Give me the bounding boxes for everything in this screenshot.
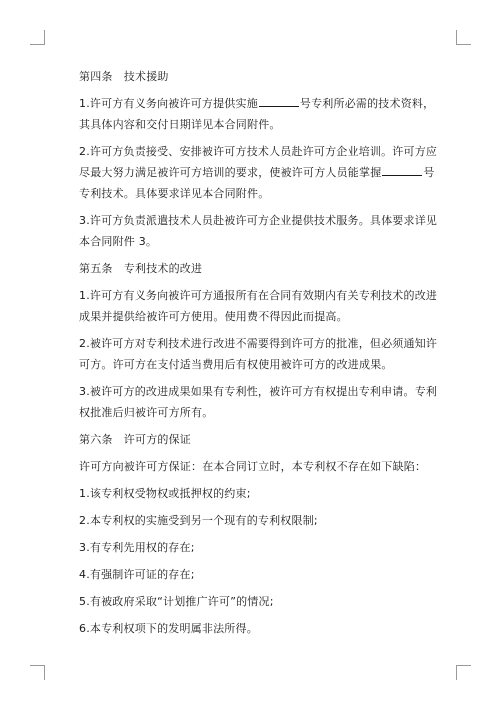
article-5-heading: 第五条 专利技术的改进 xyxy=(79,262,203,275)
article-6-intro: 许可方向被许可方保证：在本合同订立时，本专利权不存在如下缺陷： xyxy=(79,460,427,473)
list-item: 3.有专利先用权的存在; xyxy=(79,541,195,554)
list-item: 1.该专利权受物权或抵押权的约束; xyxy=(79,487,251,500)
article-4-paragraph-2 xyxy=(79,141,441,204)
crop-mark-top-right xyxy=(456,30,471,45)
article-4-paragraph-1-end: 号专利所必需的技术资料，其具体内容和交付日期详见本合同附件。 xyxy=(79,97,435,131)
crop-mark-bottom-left xyxy=(30,665,45,680)
document-page xyxy=(79,66,441,645)
article-4-paragraph-3: 3.许可方负责派遣技术人员赴被许可方企业提供技术服务。具体要求详见本合同附件 3。 xyxy=(79,214,438,248)
crop-mark-bottom-right xyxy=(456,665,471,680)
list-item: 5.有被政府采取“计划推广许可”的情况; xyxy=(79,595,274,608)
article-5-paragraph-3: 3.被许可方的改进成果如果有专利性，被许可方有权提出专利申请。专利权批准后归被许可方所有。 xyxy=(79,385,438,419)
article-4-paragraph-2-end: 号专利技术。具体要求详见本合同附件。 xyxy=(79,166,435,200)
article-5-paragraph-2: 2.被许可方对专利技术进行改进不需要得到许可方的批准，但必须通知许可方。许可方在支付适当费用后有权使用被许可方的改进成果。 xyxy=(79,337,438,371)
article-4-paragraph-2-start: 2.许可方负责接受、安排被许可方技术人员赴许可方企业培训。许可方应尽最大努力满足被许可方培训的要求，使被许可方人员能掌握 xyxy=(79,145,438,179)
list-item: 2.本专利权的实施受到另一个现有的专利权限制; xyxy=(79,514,318,527)
article-4-paragraph-1 xyxy=(79,93,441,135)
article-6-heading: 第六条 许可方的保证 xyxy=(79,433,191,446)
article-5-paragraph-1: 1.许可方有义务向被许可方通报所有在合同有效期内有关专利技术的改进成果并提供给被许可方使用。使用费不得因此而提高。 xyxy=(79,289,438,323)
list-item: 6.本专利权项下的发明属非法所得。 xyxy=(79,622,258,635)
list-item: 4.有强制许可证的存在; xyxy=(79,568,195,581)
article-4-heading: 第四条 技术援助 xyxy=(79,70,169,83)
article-4-paragraph-1-start: 1.许可方有义务向被许可方提供实施 xyxy=(79,97,258,110)
fill-blank-patent-number[interactable] xyxy=(259,95,299,107)
fill-blank-patent-number[interactable] xyxy=(382,164,422,176)
crop-mark-top-left xyxy=(30,30,45,45)
